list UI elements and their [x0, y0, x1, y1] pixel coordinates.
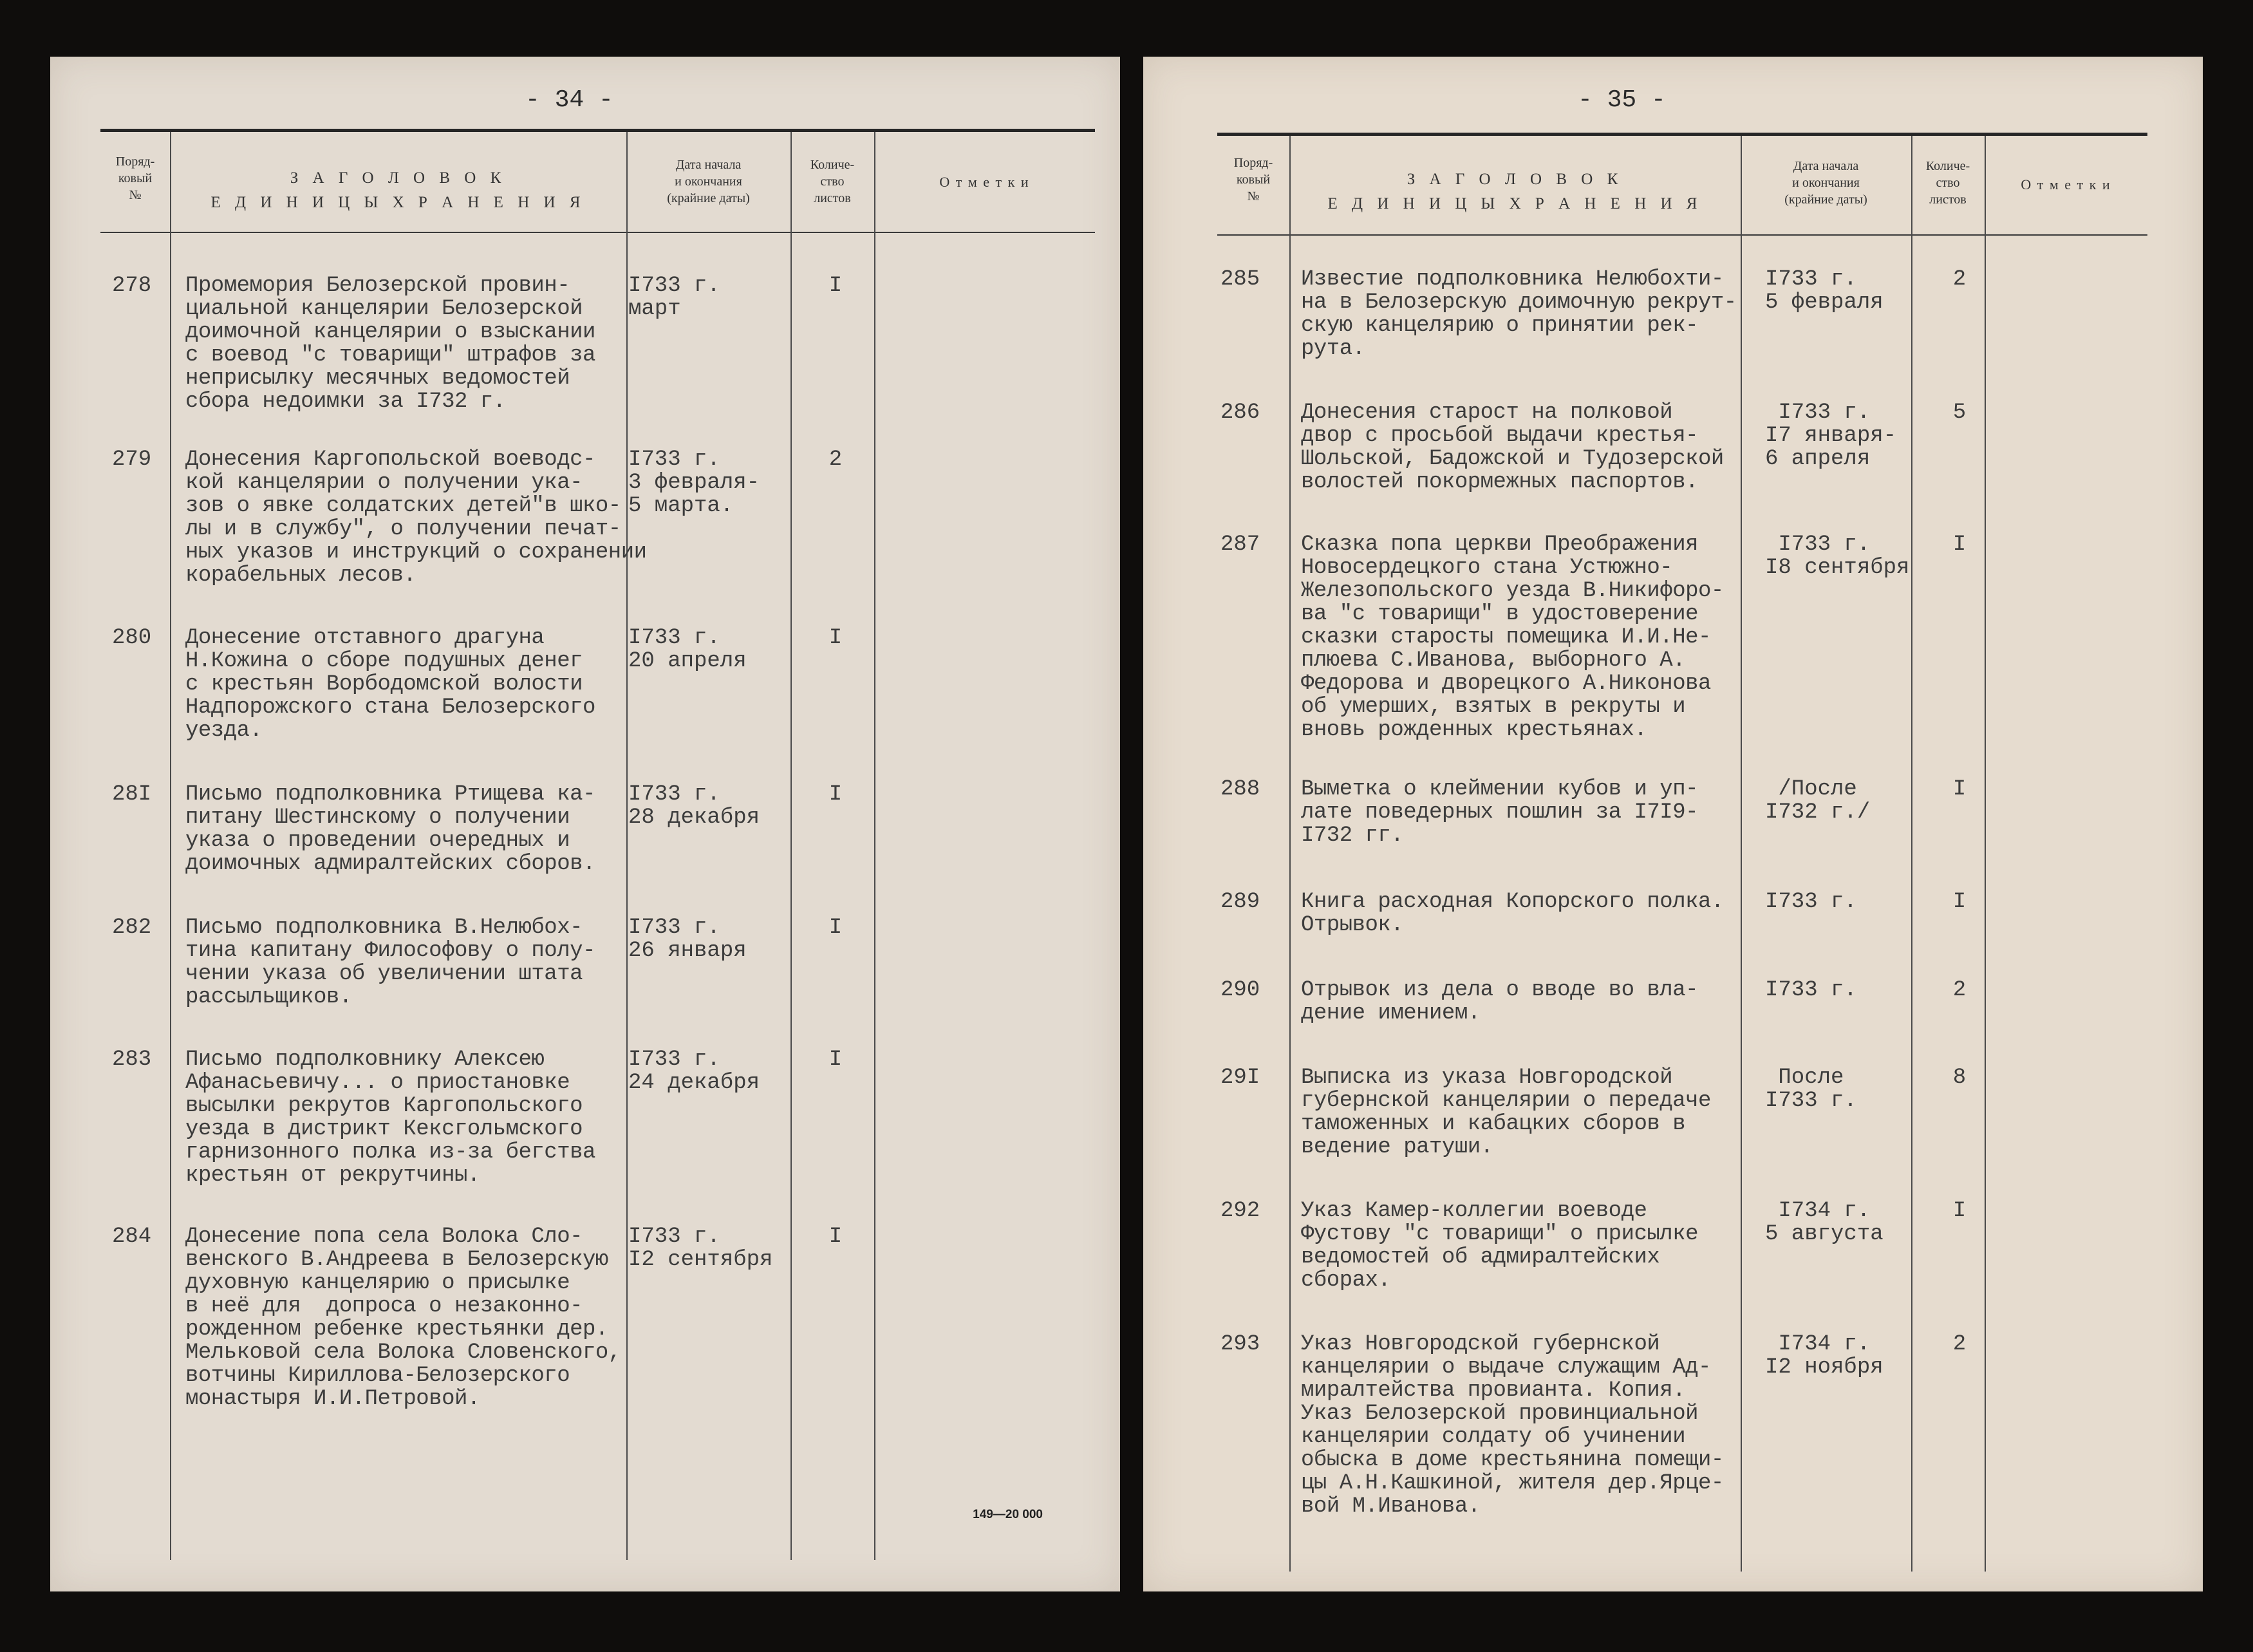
header-bottom-rule — [100, 232, 1095, 233]
entry-number: 282 — [112, 915, 152, 940]
entry-dates: После I733 г. — [1765, 1065, 1857, 1113]
entry-sheet-count: I — [1952, 532, 1967, 557]
column-divider — [1911, 136, 1912, 1572]
entry-sheet-count: I — [828, 626, 843, 650]
entry-sheet-count: 5 — [1952, 400, 1967, 425]
entry-title: Донесения Каргопольской воеводс- кой канцелярии о получении ука- зов о явке солдатских детей"в шко- лы и в службу", о получении печат- ных указов и инструкций о сохранении корабельных лесов. — [185, 447, 647, 588]
header-title-line1: З А Г О Л О В О К — [290, 169, 507, 187]
entry-number: 28I — [112, 782, 152, 807]
entry-dates: I733 г. I8 сентября — [1765, 532, 1910, 580]
entry-number: 29I — [1220, 1065, 1260, 1090]
entry-sheet-count: I — [828, 274, 843, 298]
header-col-notes: О т м е т к и — [939, 174, 1030, 190]
column-divider — [170, 132, 171, 1560]
page-35 — [1143, 57, 2203, 1591]
entry-sheet-count: 2 — [1952, 1332, 1967, 1356]
entry-dates: I733 г. I2 сентября — [628, 1225, 773, 1272]
header-title-line2: Е Д И Н И Ц Ы Х Р А Н Е Н И Я — [1327, 195, 1703, 212]
entry-number: 280 — [112, 626, 152, 650]
entry-dates: /После I732 г./ — [1765, 777, 1871, 825]
entry-title: Книга расходная Копорского полка. Отрывок. — [1301, 890, 1724, 937]
entry-title: Отрывок из дела о вводе во вла- дение имением. — [1301, 978, 1699, 1026]
entry-number: 287 — [1220, 532, 1260, 557]
entry-sheet-count: I — [828, 782, 843, 807]
entry-number: 290 — [1220, 978, 1260, 1002]
entry-sheet-count: 8 — [1952, 1065, 1967, 1090]
entry-sheet-count: I — [1952, 890, 1967, 914]
header-col-number: Поряд- ковый № — [1233, 156, 1273, 203]
column-divider — [874, 132, 875, 1560]
header-col-number: Поряд- ковый № — [115, 155, 155, 202]
entry-title: Донесение попа села Волока Сло- венского В.Андреева в Белозерскую духовную канцелярию о присылке в неё для допроса о незаконно- рожденном ребенке крестьянки дер. Мельковой села Волока Словенского, вотчины Кириллова-Белозерского монастыря И.И.Петровой. — [185, 1225, 621, 1411]
print-run-mark: 149—20 000 — [973, 1508, 1043, 1521]
entry-number: 279 — [112, 447, 152, 472]
entry-number: 285 — [1220, 267, 1260, 292]
entry-dates: I733 г. I7 января- 6 апреля — [1765, 400, 1897, 471]
header-col-notes: О т м е т к и — [2021, 176, 2111, 192]
header-col-sheet-count: Количе- ство листов — [810, 158, 855, 205]
entry-title: Письмо подполковника Ртищева ка- питану Шестинскому о получении указа о проведении очередных и доимочных адмиралтейских сборов. — [185, 782, 595, 876]
header-col-dates: Дата начала и окончания (крайние даты) — [667, 158, 750, 205]
entry-sheet-count: 2 — [1952, 978, 1967, 1002]
column-divider — [790, 132, 792, 1560]
page-34 — [50, 57, 1120, 1591]
header-title-line2: Е Д И Н И Ц Ы Х Р А Н Е Н И Я — [210, 194, 586, 211]
entry-number: 288 — [1220, 777, 1260, 802]
entry-number: 292 — [1220, 1199, 1260, 1223]
entry-title: Сказка попа церкви Преображения Новосердецкого стана Устюжно- Железопольского уезда В.Никифоро- ва "с товарищи" в удостоверение сказки старосты помещика И.И.Не- плюева С.Иванова, выборного А. Федорова и дворецкого А.Никонова об умерших, взятых в рекруты и вновь рожденных крестьянах. — [1301, 532, 1724, 742]
entry-title: Письмо подполковнику Алексею Афанасьевичу... о приостановке высылки рекрутов Каргопольского уезда в дистрикт Кексгольмского гарнизонного полка из-за бегства крестьян от рекрутчины. — [185, 1047, 595, 1188]
entry-dates: I733 г. 3 февраля- 5 марта. — [628, 447, 760, 518]
entry-title: Донесения старост на полковой двор с просьбой выдачи крестья- Шольской, Бадожской и Тудозерской волостей покормежных паспортов. — [1301, 400, 1724, 494]
header-col-sheet-count: Количе- ство листов — [1925, 159, 1970, 207]
header-bottom-rule — [1217, 234, 2147, 236]
entry-dates: I733 г. 26 января — [628, 915, 747, 963]
entry-sheet-count: I — [828, 915, 843, 940]
entry-sheet-count: 2 — [828, 447, 843, 472]
entry-title: Указ Камер-коллегии воеводе Фустову "с товарищи" о присылке ведомостей об адмиралтейских сборах. — [1301, 1199, 1699, 1293]
header-col-dates: Дата начала и окончания (крайние даты) — [1784, 159, 1867, 207]
entry-number: 286 — [1220, 400, 1260, 425]
header-col-title — [1289, 167, 1741, 216]
entry-number: 284 — [112, 1225, 152, 1249]
entry-title: Известие подполковника Нелюбохти- на в Белозерскую доимочную рекрут- скую канцелярию о принятии рек- рута. — [1301, 267, 1737, 361]
entry-dates: I734 г. 5 августа — [1765, 1199, 1884, 1246]
column-divider — [1985, 136, 1986, 1572]
entry-dates: I733 г. 20 апреля — [628, 626, 747, 673]
entry-dates: I733 г. 24 декабря — [628, 1047, 760, 1095]
entry-dates: I733 г. 28 декабря — [628, 782, 760, 830]
column-divider — [1741, 136, 1742, 1572]
entry-number: 283 — [112, 1047, 152, 1072]
entry-number: 293 — [1220, 1332, 1260, 1356]
entry-sheet-count: I — [828, 1047, 843, 1072]
entry-number: 278 — [112, 274, 152, 298]
entry-dates: I733 г. — [1765, 978, 1857, 1002]
header-title-line1: З А Г О Л О В О К — [1407, 171, 1623, 188]
header-col-title — [170, 166, 626, 215]
entry-dates: I733 г. 5 февраля — [1765, 267, 1884, 315]
page-number: - 35 - — [1578, 86, 1666, 114]
entry-title: Указ Новгородской губернской канцелярии о выдаче служащим Ад- миралтейства провианта. Копия. Указ Белозерской провинциальной канцелярии солдату об учинении обыска в доме крестьянина помещи- цы А.Н.Кашкиной, жителя дер.Ярце- вой М.Иванова. — [1301, 1332, 1724, 1519]
entry-sheet-count: 2 — [1952, 267, 1967, 292]
entry-number: 289 — [1220, 890, 1260, 914]
entry-sheet-count: I — [1952, 1199, 1967, 1223]
entry-title: Письмо подполковника В.Нелюбох- тина капитану Философову о полу- чении указа об увеличении штата рассыльщиков. — [185, 915, 595, 1009]
page-number: - 34 - — [525, 86, 613, 114]
header-top-rule — [100, 129, 1095, 132]
entry-title: Донесение отставного драгуна Н.Кожина о сборе подушных денег с крестьян Ворбодомской волости Надпорожского стана Белозерского уезда. — [185, 626, 595, 743]
entry-sheet-count: I — [828, 1225, 843, 1249]
entry-dates: I734 г. I2 ноября — [1765, 1332, 1884, 1380]
entry-title: Выписка из указа Новгородской губернской канцелярии о передаче таможенных и кабацких сборов в ведение ратуши. — [1301, 1065, 1711, 1159]
entry-sheet-count: I — [1952, 777, 1967, 802]
entry-title: Промемория Белозерской провин- циальной канцелярии Белозерской доимочной канцелярии о взыскании с воевод "с товарищи" штрафов за неприсылку месячных ведомостей сбора недоимки за I732 г. — [185, 274, 595, 414]
entry-dates: I733 г. март — [628, 274, 720, 321]
column-divider — [1289, 136, 1291, 1572]
entry-title: Выметка о клеймении кубов и уп- лате поведерных пошлин за I7I9- I732 гг. — [1301, 777, 1699, 848]
column-divider — [626, 132, 628, 1560]
header-top-rule — [1217, 133, 2147, 136]
entry-dates: I733 г. — [1765, 890, 1857, 914]
